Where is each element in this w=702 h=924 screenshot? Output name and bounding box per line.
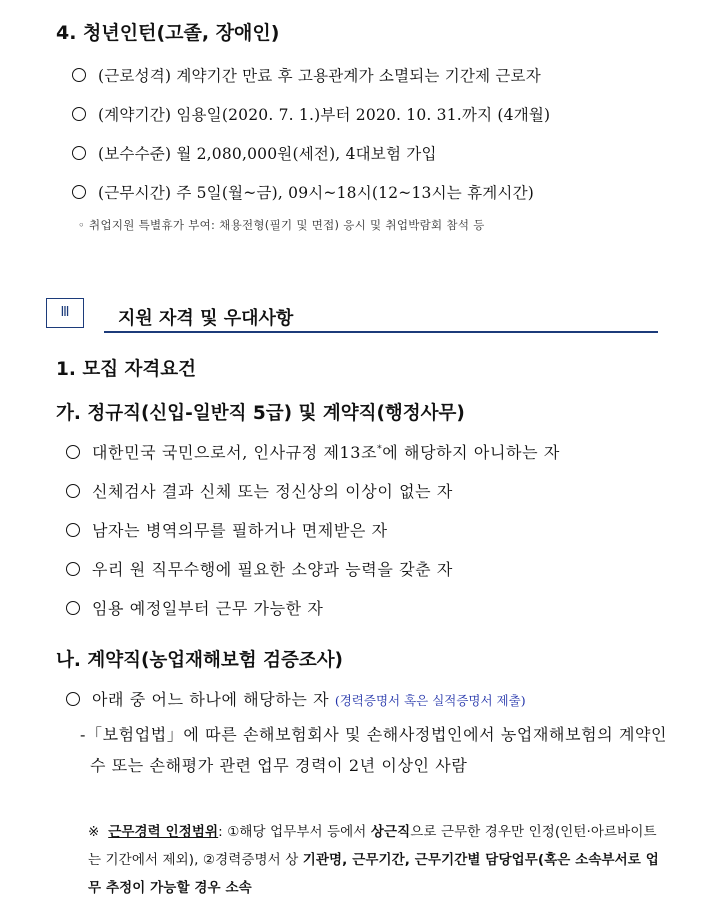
note-text: 으로 근무한 경우만 인정(인턴·아르바이트는 기간에서 제외), ②경력증명서 상: [88, 824, 657, 868]
subsection-title: 1. 모집 자격요건: [56, 359, 197, 380]
list-item-text: 우리 원 직무수행에 필요한 소양과 능력을 갖춘 자: [92, 560, 453, 579]
list-item-text: 남자는 병역의무를 필하거나 면제받은 자: [92, 521, 388, 540]
list-item: [66, 596, 323, 619]
list-item: [72, 64, 541, 86]
list-item: [72, 103, 550, 125]
list-item: [66, 687, 526, 710]
list-item: [66, 440, 560, 463]
list-item-text: 아래 중 어느 하나에 해당하는 자: [92, 690, 330, 709]
circle-bullet-icon: [66, 562, 80, 576]
experience-note: [88, 818, 662, 902]
list-item-text: (보수수준) 월 2,080,000원(세전), 4대보험 가입: [98, 145, 437, 163]
list-item-text: 대한민국 국민으로서, 인사규정 제13조: [92, 443, 378, 462]
circle-bullet-icon: [66, 692, 80, 706]
list-item-text: 임용 예정일부터 근무 가능한 자: [92, 599, 324, 618]
chapter-title: 지원 자격 및 우대사항: [118, 308, 294, 329]
list-item: [72, 142, 437, 164]
section-4-title: 4. 청년인턴(고졸, 장애인): [56, 22, 280, 44]
na-title: 나. 계약직(농업재해보험 검증조사): [56, 650, 344, 671]
note-emphasis: 기관명, 근무기간, 근무기간별 담당업무(혹은 소속부서로 업무 추정이 가능할 경우 소속: [88, 852, 659, 896]
ga-title: 가. 정규직(신입-일반직 5급) 및 계약직(행정사무): [56, 403, 465, 424]
circle-bullet-icon: [66, 601, 80, 615]
circle-bullet-icon: [66, 484, 80, 498]
circle-bullet-icon: [72, 146, 86, 160]
circle-bullet-icon: [72, 107, 86, 121]
chapter-number-box: Ⅲ: [46, 298, 84, 328]
list-item: [72, 181, 534, 203]
dash-paragraph: -「보험업법」에 따른 손해보험회사 및 손해사정법인에서 농업재해보험의 계약인수 또는 손해평가 관련 업무 경력이 2년 이상인 사람: [80, 725, 668, 775]
list-item-text: (근로성격) 계약기간 만료 후 고용관계가 소멸되는 기간제 근로자: [98, 67, 541, 85]
circle-bullet-icon: [66, 445, 80, 459]
list-item-text: (근무시간) 주 5일(월~금), 09시~18시(12~13시는 휴게시간): [98, 184, 535, 202]
reference-mark: ※: [88, 824, 100, 840]
list-item-text: 에 해당하지 아니하는 자: [382, 443, 560, 462]
circle-bullet-icon: [72, 68, 86, 82]
circle-bullet-icon: [72, 185, 86, 199]
list-item: [66, 479, 453, 502]
note-emphasis: 상근직: [370, 824, 411, 840]
leave-note: ◦ 취업지원 특별휴가 부여: 채용전형(필기 및 면접) 응시 및 취업박람회 참석 등: [78, 218, 485, 232]
circle-bullet-icon: [66, 523, 80, 537]
list-item-text: 신체검사 결과 신체 또는 정신상의 이상이 없는 자: [92, 482, 453, 501]
footnote-mark: *: [377, 444, 383, 455]
chapter-underline: [104, 331, 658, 333]
note-text: : ①해당 업무부서 등에서: [218, 824, 371, 840]
list-item: [66, 557, 453, 580]
document-requirement-note: (경력증명서 혹은 실적증명서 제출): [334, 693, 526, 708]
note-label: 근무경력 인정범위: [108, 824, 219, 840]
list-item: [66, 518, 388, 541]
list-item-text: (계약기간) 임용일(2020. 7. 1.)부터 2020. 10. 31.까지 (4개월): [98, 106, 551, 124]
